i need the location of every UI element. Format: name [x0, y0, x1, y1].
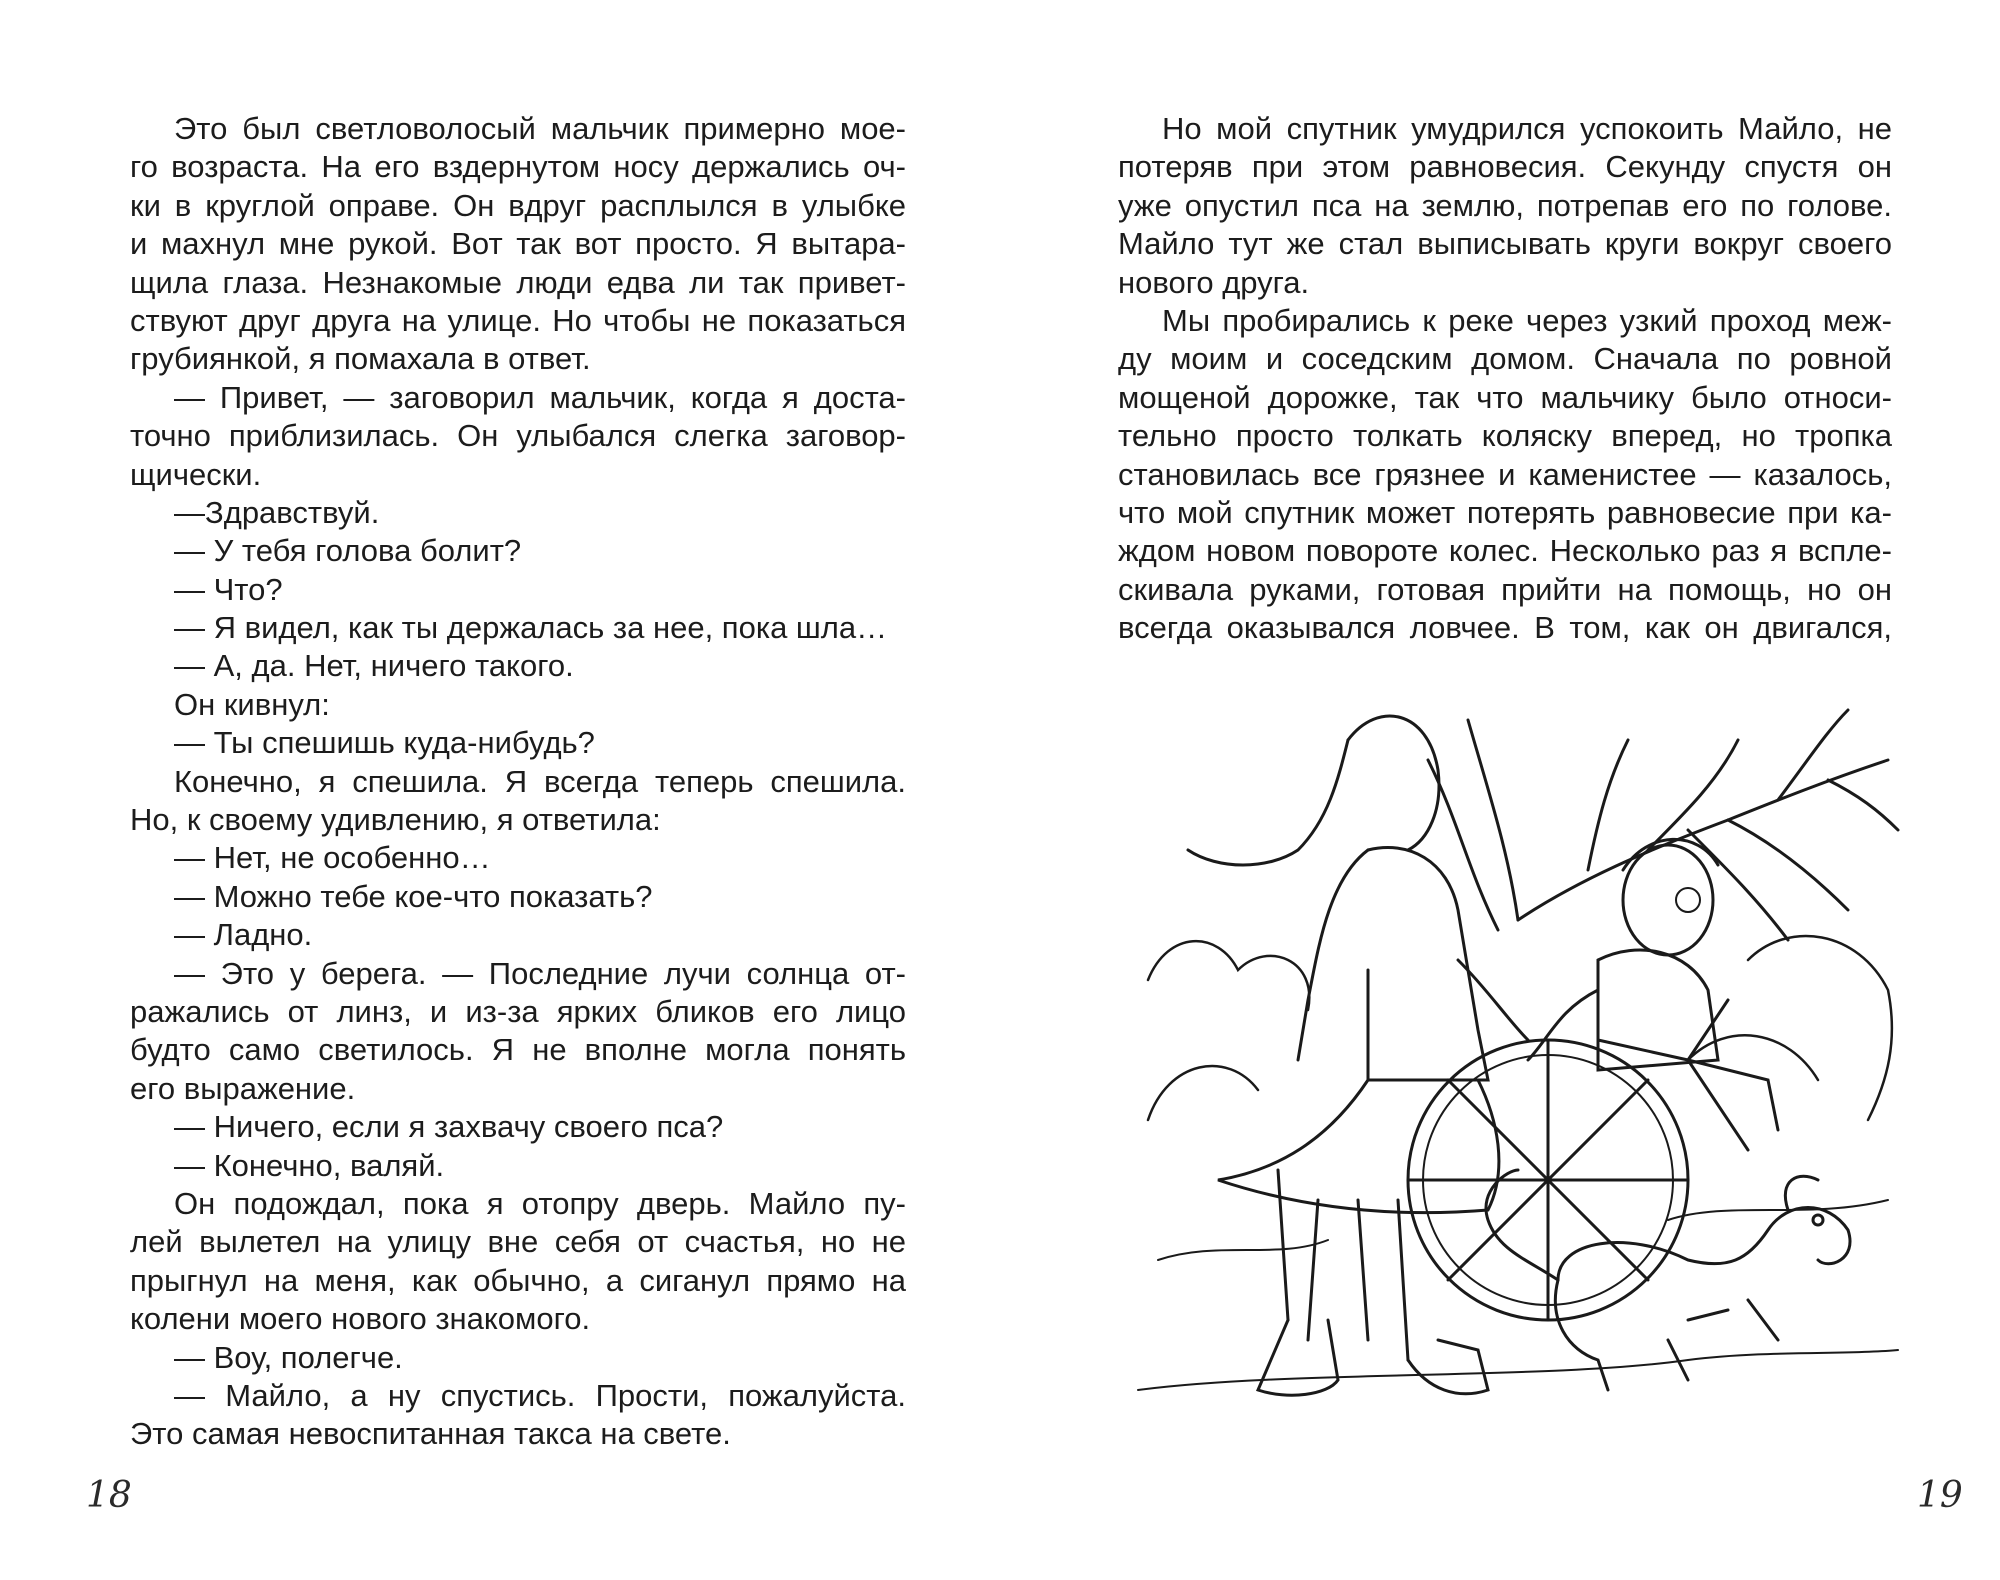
- text-line: точно приблизилась. Он улыбался слегка заговор-: [130, 418, 906, 454]
- text-line: — Ничего, если я захвачу своего пса?: [174, 1109, 724, 1145]
- bushes: [1148, 936, 1892, 1120]
- text-line: и махнул мне рукой. Вот так вот просто. Я вытара-: [130, 226, 906, 262]
- text-line: мощеной дорожке, так что мальчику было относи-: [1118, 379, 1892, 415]
- text-line: — Что?: [174, 571, 283, 607]
- text-line: ждом новом повороте колес. Несколько раз я вспле-: [1118, 533, 1892, 569]
- illustration-drawing: [1128, 700, 1906, 1430]
- text-line: скивала руками, готовая прийти на помощь, но он: [1118, 571, 1892, 607]
- page-number-right: 19: [1917, 1475, 1963, 1516]
- text-line: ки в круглой оправе. Он вдруг расплылся в улыбке: [130, 187, 906, 223]
- text-line: Конечно, я спешила. Я всегда теперь спешила.: [174, 763, 906, 799]
- text-line: лей вылетел на улицу вне себя от счастья, но не: [130, 1224, 906, 1260]
- ground: [1138, 1200, 1898, 1390]
- text-line: Но, к своему удивлению, я ответила:: [130, 802, 661, 838]
- text-line: щила глаза. Незнакомые люди едва ли так привет-: [130, 264, 906, 300]
- right-page-text: [1118, 110, 1892, 647]
- tree-branches: [1428, 710, 1898, 940]
- text-line: ражались от линз, и из-за ярких бликов его лицо: [130, 993, 906, 1029]
- text-line: — Привет, — заговорил мальчик, когда я доста-: [174, 379, 906, 415]
- text-line: — Я видел, как ты держалась за нее, пока шла…: [174, 610, 888, 646]
- text-line: уже опустил пса на землю, потрепав его по голове.: [1118, 187, 1892, 223]
- text-line: Это был светловолосый мальчик примерно мое-: [174, 111, 906, 146]
- text-line: тельно просто толкать коляску вперед, но тропка: [1118, 418, 1892, 454]
- right-page: [1000, 0, 2000, 1580]
- text-line: — Ты спешишь куда-нибудь?: [174, 725, 595, 761]
- page-number-left: 18: [86, 1475, 132, 1516]
- text-line: нового друга.: [1118, 264, 1310, 300]
- text-line: ствуют друг друга на улице. Но чтобы не показаться: [130, 302, 906, 338]
- text-line: — Это у берега. — Последние лучи солнца от-: [174, 955, 906, 991]
- text-line: Мы пробирались к реке через узкий проход меж-: [1162, 302, 1892, 338]
- text-line: — А, да. Нет, ничего такого.: [174, 648, 574, 684]
- text-line: го возраста. На его вздернутом носу держались оч-: [130, 149, 906, 185]
- text-line: будто само светилось. Я не вполне могла понять: [130, 1032, 906, 1068]
- text-line: потеряв при этом равновесия. Секунду спустя он: [1118, 149, 1892, 185]
- text-line: колени моего нового знакомого.: [130, 1301, 591, 1337]
- text-line: всегда оказывался ловчее. В том, как он двигался,: [1118, 610, 1892, 646]
- text-line: — Майло, а ну спустись. Прости, пожалуйста.: [174, 1377, 906, 1413]
- text-line: — Воу, полегче.: [174, 1339, 403, 1375]
- girl-walking: [1188, 716, 1528, 1395]
- text-line: Майло тут же стал выписывать круги вокруг своего: [1118, 226, 1892, 262]
- left-page-text: [130, 110, 906, 1454]
- wheelchair: [1408, 1000, 1748, 1320]
- text-line: прыгнул на меня, как обычно, а сиганул прямо на: [130, 1262, 906, 1298]
- text-line: ду моим и соседским домом. Сначала по ровной: [1118, 341, 1892, 377]
- text-line: Он подождал, пока я отопру дверь. Майло пу-: [174, 1185, 906, 1221]
- illustration: [1128, 700, 1906, 1430]
- text-line: что мой спутник может потерять равновесие при ка-: [1118, 494, 1892, 530]
- text-line: становилась все грязнее и каменистее — казалось,: [1118, 456, 1892, 492]
- dog: [1486, 1170, 1850, 1390]
- text-line: — У тебя голова болит?: [174, 533, 522, 569]
- text-line: — Ладно.: [174, 917, 313, 953]
- text-line: его выражение.: [130, 1070, 356, 1106]
- text-line: Он кивнул:: [174, 686, 330, 722]
- text-line: —Здравствуй.: [174, 494, 380, 530]
- text-line: — Конечно, валяй.: [174, 1147, 445, 1183]
- text-line: — Можно тебе кое-что показать?: [174, 878, 653, 914]
- text-line: — Нет, не особенно…: [174, 840, 491, 876]
- text-line: Это самая невоспитанная такса на свете.: [130, 1416, 731, 1452]
- text-line: грубиянкой, я помахала в ответ.: [130, 341, 591, 377]
- text-line: щически.: [130, 456, 262, 492]
- text-line: Но мой спутник умудрился успокоить Майло, не: [1162, 111, 1892, 146]
